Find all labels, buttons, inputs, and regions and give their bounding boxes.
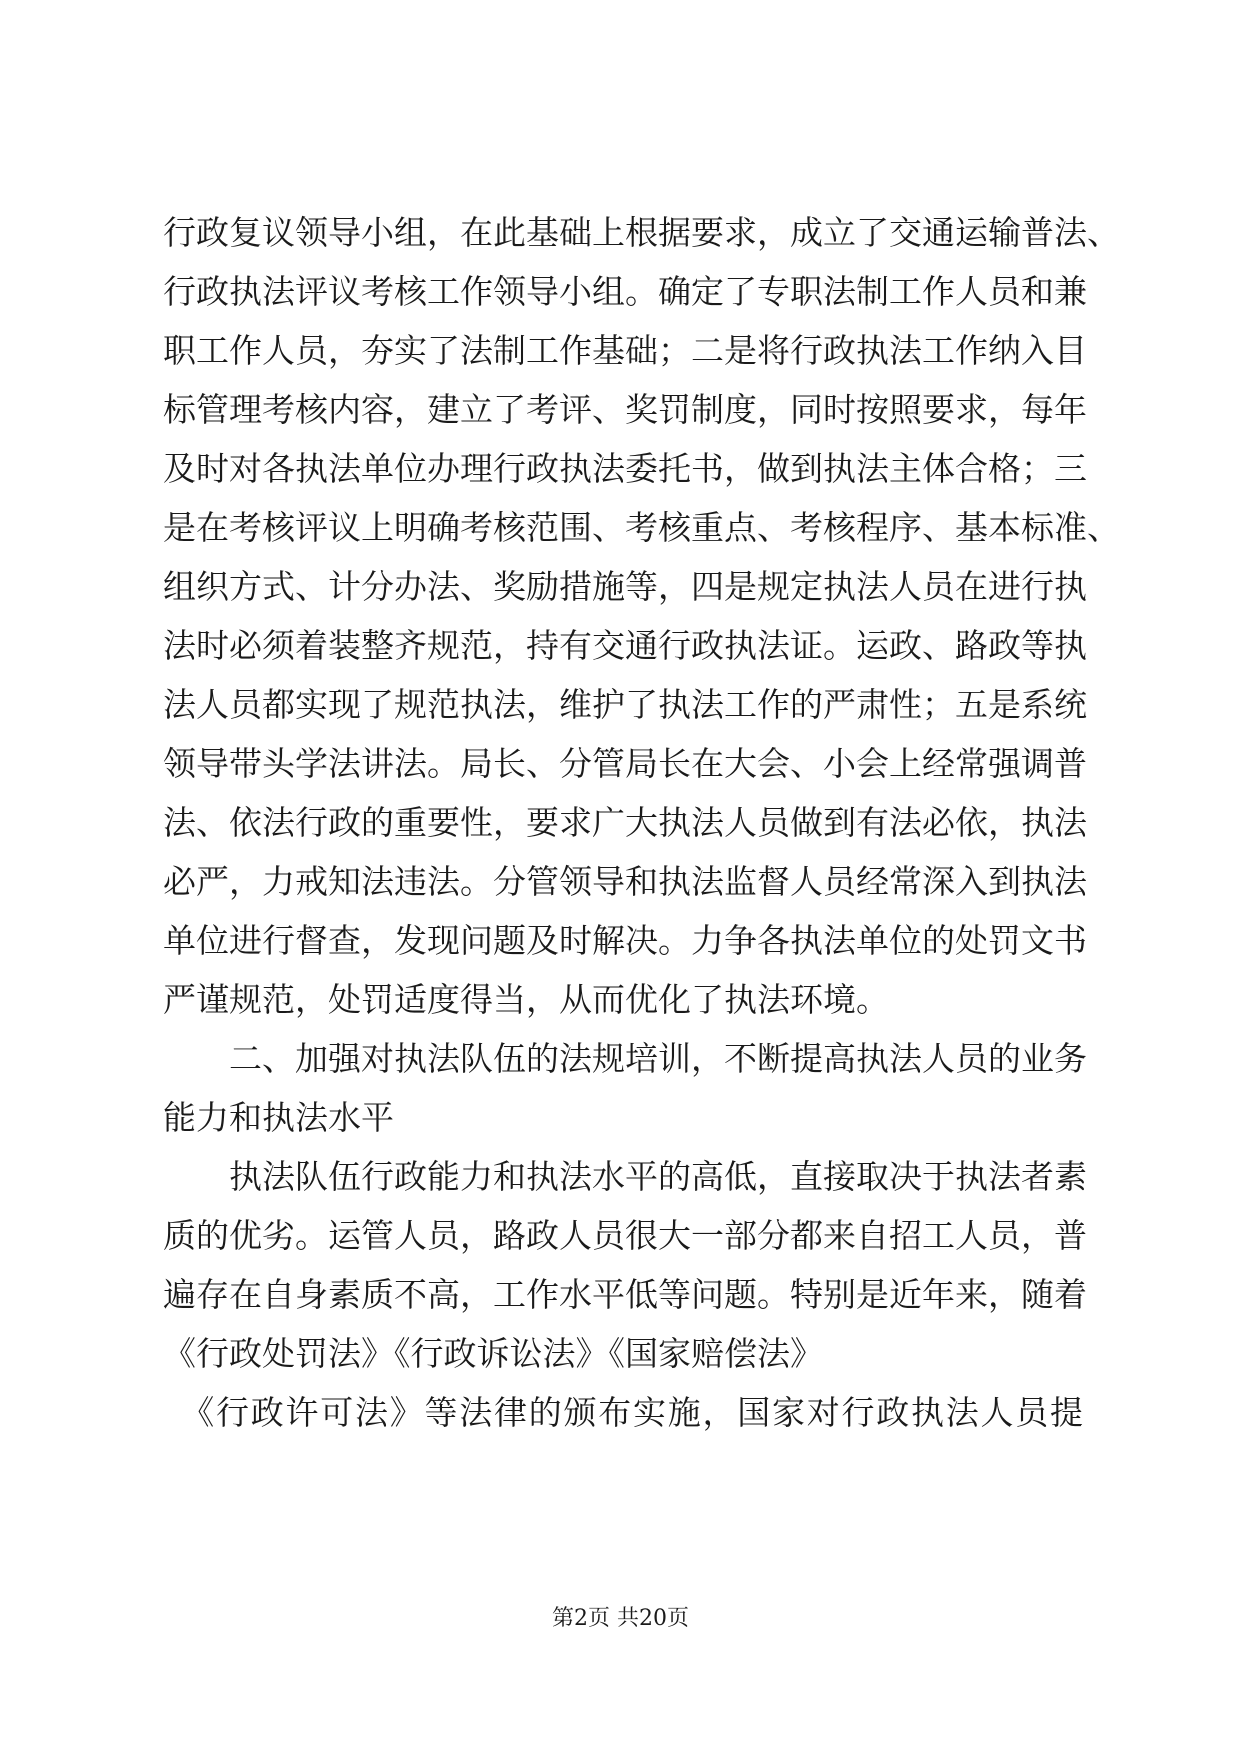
paragraph-line: 及时对各执法单位办理行政执法委托书，做到执法主体合格；三 [163, 449, 1087, 488]
section-heading-line: 二、加强对执法队伍的法规培训，不断提高执法人员的业务 [163, 1039, 1087, 1078]
paragraph-line: 标管理考核内容，建立了考评、奖罚制度，同时按照要求，每年 [163, 390, 1087, 429]
paragraph-line: 《行政处罚法》《行政诉讼法》《国家赔偿法》 [163, 1334, 823, 1373]
paragraph-line: 严谨规范，处罚适度得当，从而优化了执法环境。 [163, 980, 889, 1019]
paragraph-line: 法、依法行政的重要性，要求广大执法人员做到有法必依，执法 [163, 803, 1087, 842]
paragraph-line: 《行政许可法》等法律的颁布实施，国家对行政执法人员提 [163, 1393, 1083, 1432]
paragraph-line: 是在考核评议上明确考核范围、考核重点、考核程序、基本标准、 [163, 508, 1120, 547]
paragraph-line: 领导带头学法讲法。局长、分管局长在大会、小会上经常强调普 [163, 744, 1087, 783]
paragraph-line: 组织方式、计分办法、奖励措施等，四是规定执法人员在进行执 [163, 567, 1087, 606]
paragraph-line: 质的优劣。运管人员，路政人员很大一部分都来自招工人员，普 [163, 1216, 1087, 1255]
paragraph-line: 执法队伍行政能力和执法水平的高低，直接取决于执法者素 [163, 1157, 1087, 1196]
paragraph-line: 职工作人员，夯实了法制工作基础；二是将行政执法工作纳入目 [163, 331, 1087, 370]
paragraph-line: 必严，力戒知法违法。分管领导和执法监督人员经常深入到执法 [163, 862, 1087, 901]
paragraph-line: 法人员都实现了规范执法，维护了执法工作的严肃性；五是系统 [163, 685, 1087, 724]
paragraph-line: 行政复议领导小组，在此基础上根据要求，成立了交通运输普法、 [163, 213, 1120, 252]
paragraph-line: 遍存在自身素质不高，工作水平低等问题。特别是近年来，随着 [163, 1275, 1087, 1314]
paragraph-line: 法时必须着装整齐规范，持有交通行政执法证。运政、路政等执 [163, 626, 1087, 665]
paragraph-line: 单位进行督查，发现问题及时解决。力争各执法单位的处罚文书 [163, 921, 1087, 960]
section-heading-line: 能力和执法水平 [163, 1098, 394, 1137]
page-number-footer: 第2页 共20页 [552, 1606, 689, 1631]
paragraph-line: 行政执法评议考核工作领导小组。确定了专职法制工作人员和兼 [163, 272, 1087, 311]
